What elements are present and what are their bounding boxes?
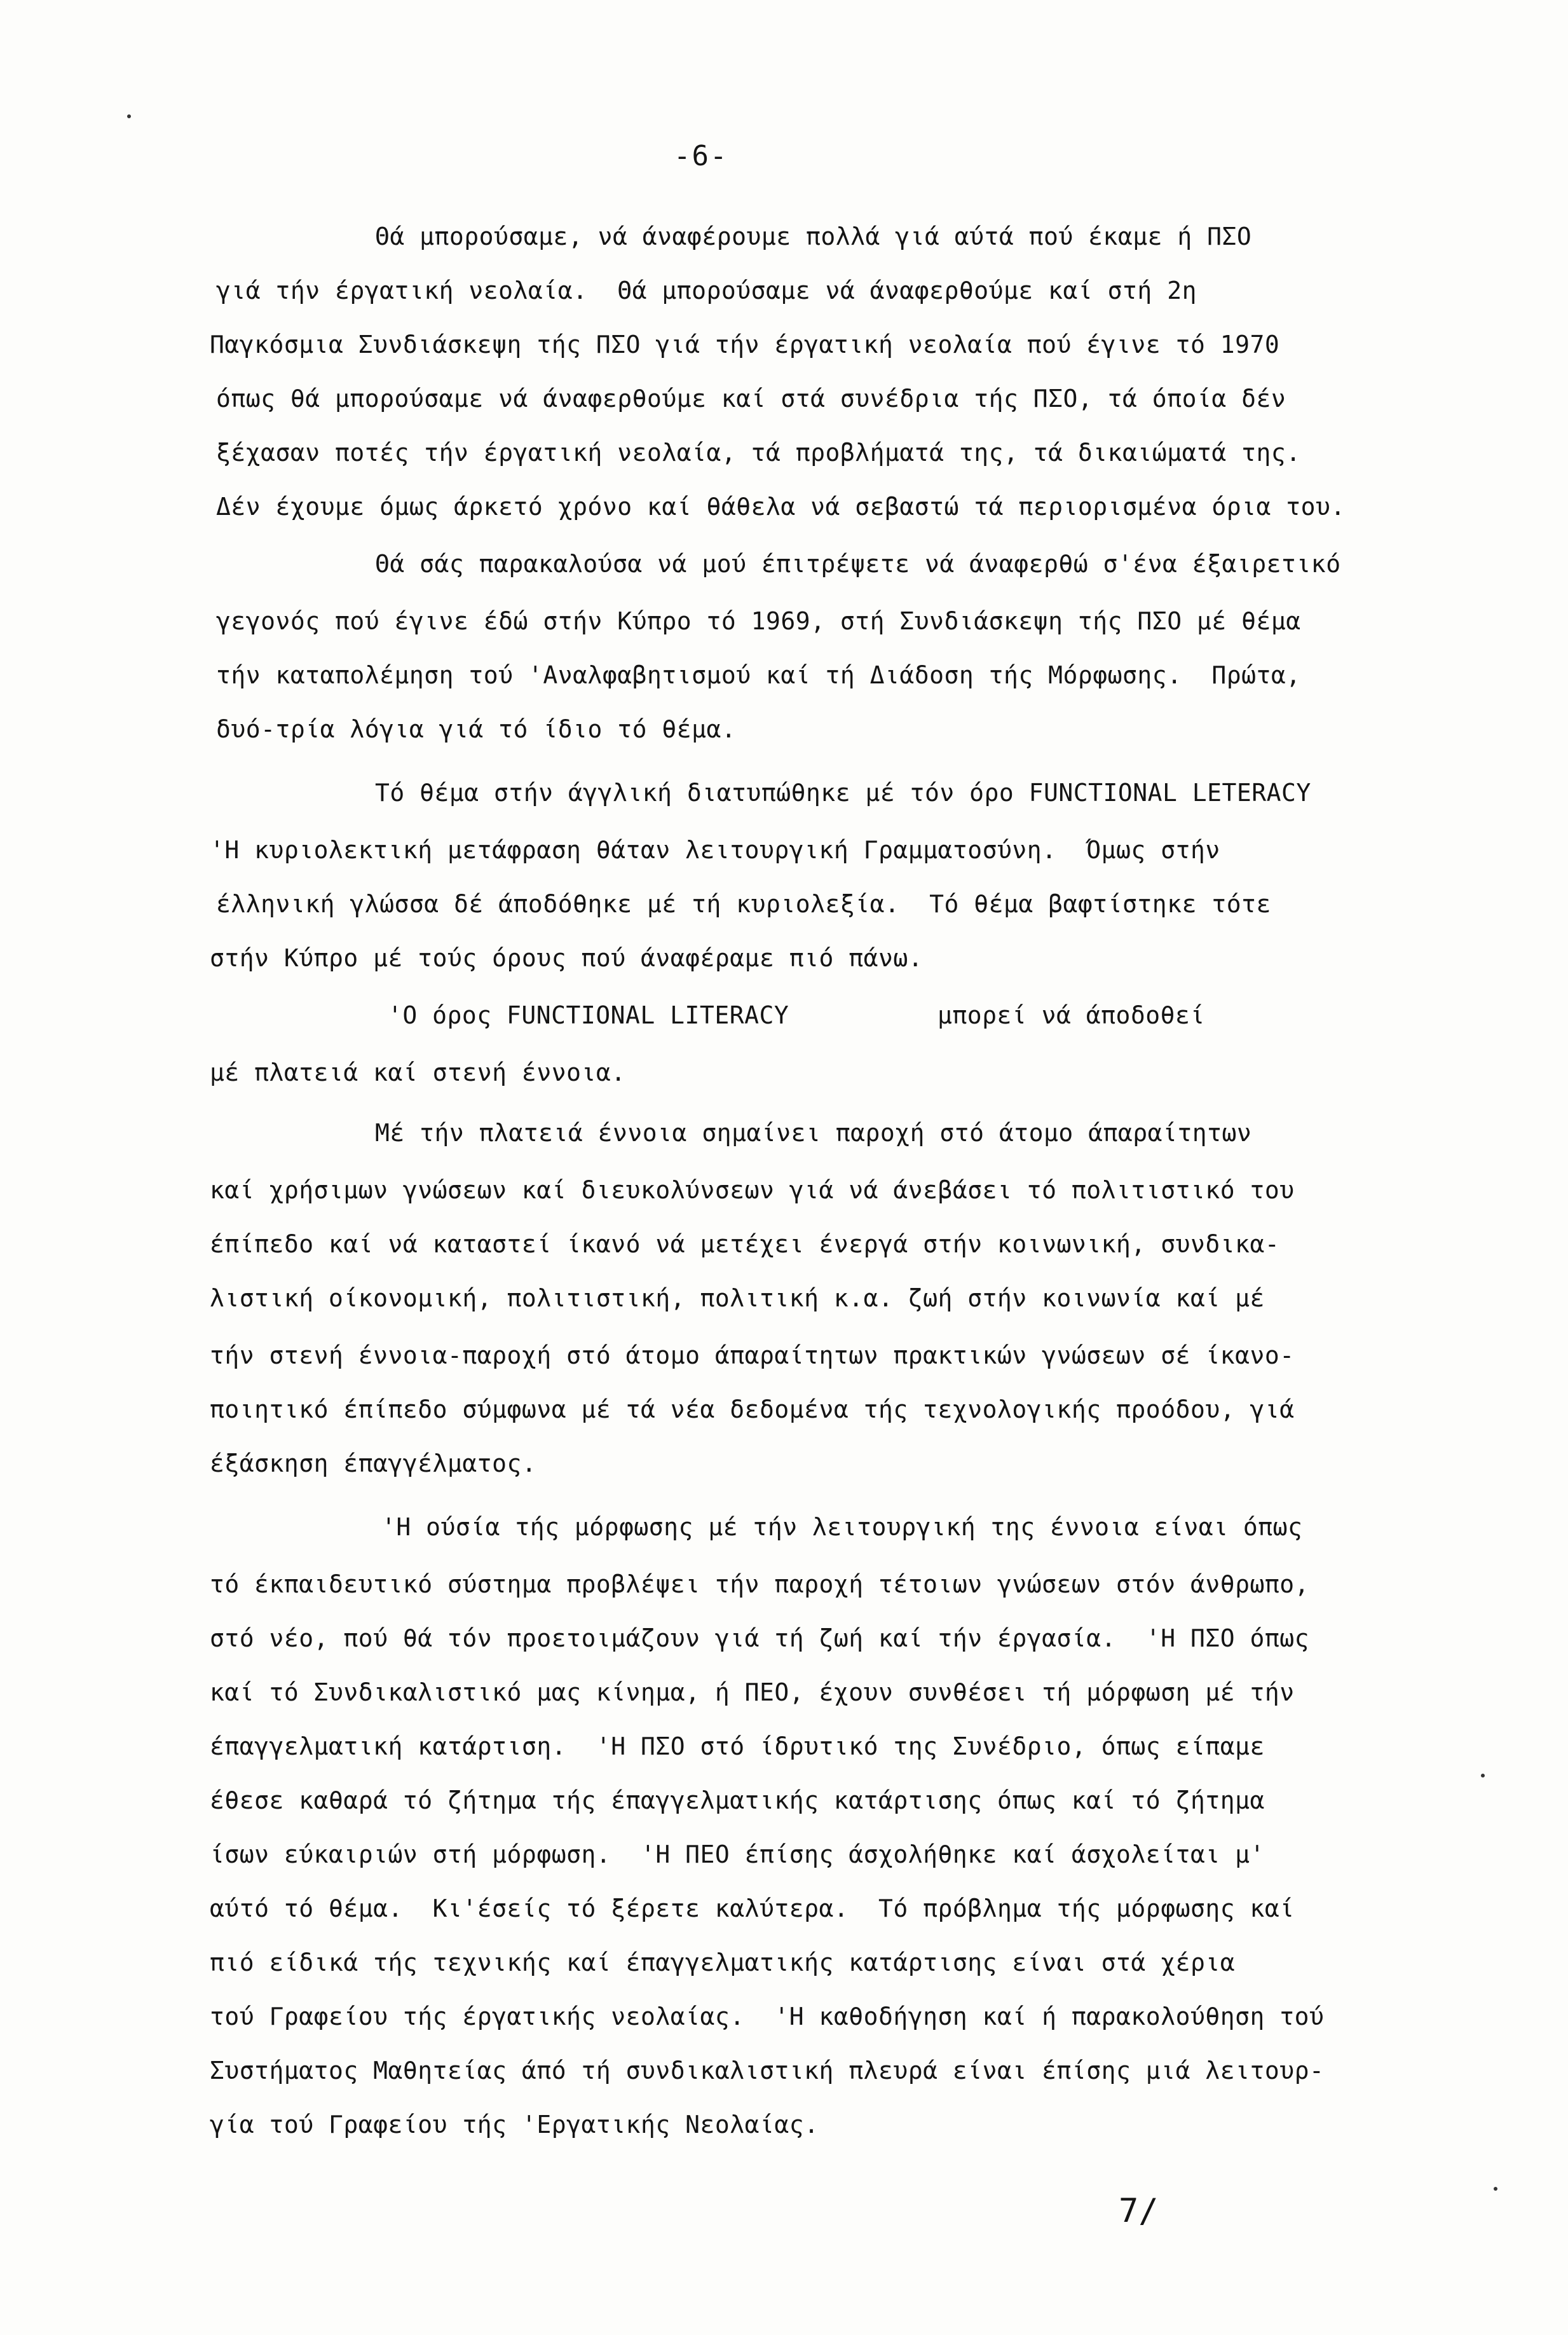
text-line: ίσων εύκαιριών στή μόρφωση. 'Η ΠΕΟ έπίσης άσχολήθηκε καί άσχολείται μ' bbox=[210, 1840, 1265, 1868]
continuation-mark: 7/ bbox=[1119, 2192, 1159, 2230]
text-line: Μέ τήν πλατειά έννοια σημαίνει παροχή στό άτομο άπαραίτητων bbox=[375, 1119, 1252, 1147]
scan-speck bbox=[1481, 1774, 1485, 1777]
text-line: στό νέο, πού θά τόν προετοιμάζουν γιά τή ζωή καί τήν έργασία. 'Η ΠΣΟ όπως bbox=[210, 1624, 1309, 1652]
text-line: δυό-τρία λόγια γιά τό ίδιο τό θέμα. bbox=[216, 715, 737, 743]
text-line: έξάσκηση έπαγγέλματος. bbox=[210, 1449, 537, 1477]
text-line: 'Η κυριολεκτική μετάφραση θάταν λειτουργική Γραμματοσύνη. Όμως στήν bbox=[210, 836, 1220, 864]
text-line: Θά σάς παρακαλούσα νά μού έπιτρέψετε νά άναφερθώ σ'ένα έξαιρετικό bbox=[375, 550, 1341, 578]
text-line: τό έκπαιδευτικό σύστημα προβλέψει τήν παροχή τέτοιων γνώσεων στόν άνθρωπο, bbox=[210, 1570, 1309, 1598]
page-number: -6- bbox=[674, 140, 728, 172]
text-line: Παγκόσμια Συνδιάσκεψη τής ΠΣΟ γιά τήν έργατική νεολαία πού έγινε τό 1970 bbox=[210, 331, 1280, 359]
text-line: τήν καταπολέμηση τού 'Αναλφαβητισμού καί τή Διάδοση τής Μόρφωσης. Πρώτα, bbox=[216, 661, 1301, 689]
text-line: ξέχασαν ποτές τήν έργατική νεολαία, τά προβλήματά της, τά δικαιώματά της. bbox=[216, 439, 1301, 467]
text-line: αύτό τό θέμα. Κι'έσείς τό ξέρετε καλύτερα. Τό πρόβλημα τής μόρφωσης καί bbox=[210, 1894, 1295, 1922]
text-line: καί χρήσιμων γνώσεων καί διευκολύνσεων γιά νά άνεβάσει τό πολιτιστικό του bbox=[210, 1176, 1295, 1204]
scan-speck bbox=[127, 114, 131, 118]
text-line: λιστική οίκονομική, πολιτιστική, πολιτική κ.α. ζωή στήν κοινωνία καί μέ bbox=[210, 1284, 1265, 1312]
text-line: έθεσε καθαρά τό ζήτημα τής έπαγγελματικής κατάρτισης όπως καί τό ζήτημα bbox=[210, 1786, 1265, 1814]
text-line: 'Ο όρος FUNCTIONAL LITERACY μπορεί νά άποδοθεί bbox=[388, 1001, 1205, 1029]
scan-speck bbox=[1494, 2187, 1497, 2191]
text-line: Τό θέμα στήν άγγλική διατυπώθηκε μέ τόν όρο FUNCTIONAL LETERACY bbox=[375, 779, 1311, 807]
text-line: Δέν έχουμε όμως άρκετό χρόνο καί θάθελα νά σεβαστώ τά περιορισμένα όρια του. bbox=[216, 493, 1346, 521]
text-line: ποιητικό έπίπεδο σύμφωνα μέ τά νέα δεδομένα τής τεχνολογικής προόδου, γιά bbox=[210, 1395, 1295, 1423]
text-line: γιά τήν έργατική νεολαία. Θά μπορούσαμε νά άναφερθούμε καί στή 2η bbox=[216, 277, 1197, 305]
text-line: τού Γραφείου τής έργατικής νεολαίας. 'Η καθοδήγηση καί ή παρακολούθηση τού bbox=[210, 2003, 1325, 2030]
text-line: γεγονός πού έγινε έδώ στήν Κύπρο τό 1969, στή Συνδιάσκεψη τής ΠΣΟ μέ θέμα bbox=[216, 607, 1301, 635]
text-line: έλληνική γλώσσα δέ άποδόθηκε μέ τή κυριολεξία. Τό θέμα βαφτίστηκε τότε bbox=[216, 890, 1271, 918]
text-line: στήν Κύπρο μέ τούς όρους πού άναφέραμε πιό πάνω. bbox=[210, 944, 924, 972]
text-line: 'Η ούσία τής μόρφωσης μέ τήν λειτουργική της έννοια είναι όπως bbox=[381, 1513, 1303, 1541]
text-line: πιό είδικά τής τεχνικής καί έπαγγελματικής κατάρτισης είναι στά χέρια bbox=[210, 1948, 1236, 1976]
text-line: καί τό Συνδικαλιστικό μας κίνημα, ή ΠΕΟ, έχουν συνθέσει τή μόρφωση μέ τήν bbox=[210, 1678, 1295, 1706]
text-line: όπως θά μπορούσαμε νά άναφερθούμε καί στά συνέδρια τής ΠΣΟ, τά όποία δέν bbox=[216, 385, 1286, 413]
text-line: έπαγγελματική κατάρτιση. 'Η ΠΣΟ στό ίδρυτικό της Συνέδριο, όπως είπαμε bbox=[210, 1732, 1265, 1760]
text-line: Θά μπορούσαμε, νά άναφέρουμε πολλά γιά αύτά πού έκαμε ή ΠΣΟ bbox=[375, 223, 1252, 250]
text-line: τήν στενή έννοια-παροχή στό άτομο άπαραίτητων πρακτικών γνώσεων σέ ίκανο- bbox=[210, 1341, 1295, 1369]
text-line: Συστήματος Μαθητείας άπό τή συνδικαλιστική πλευρά είναι έπίσης μιά λειτουρ- bbox=[210, 2057, 1325, 2085]
text-line: έπίπεδο καί νά καταστεί ίκανό νά μετέχει ένεργά στήν κοινωνική, συνδικα- bbox=[210, 1230, 1280, 1258]
text-line: γία τού Γραφείου τής 'Εργατικής Νεολαίας. bbox=[210, 2111, 819, 2139]
text-line: μέ πλατειά καί στενή έννοια. bbox=[210, 1058, 626, 1086]
